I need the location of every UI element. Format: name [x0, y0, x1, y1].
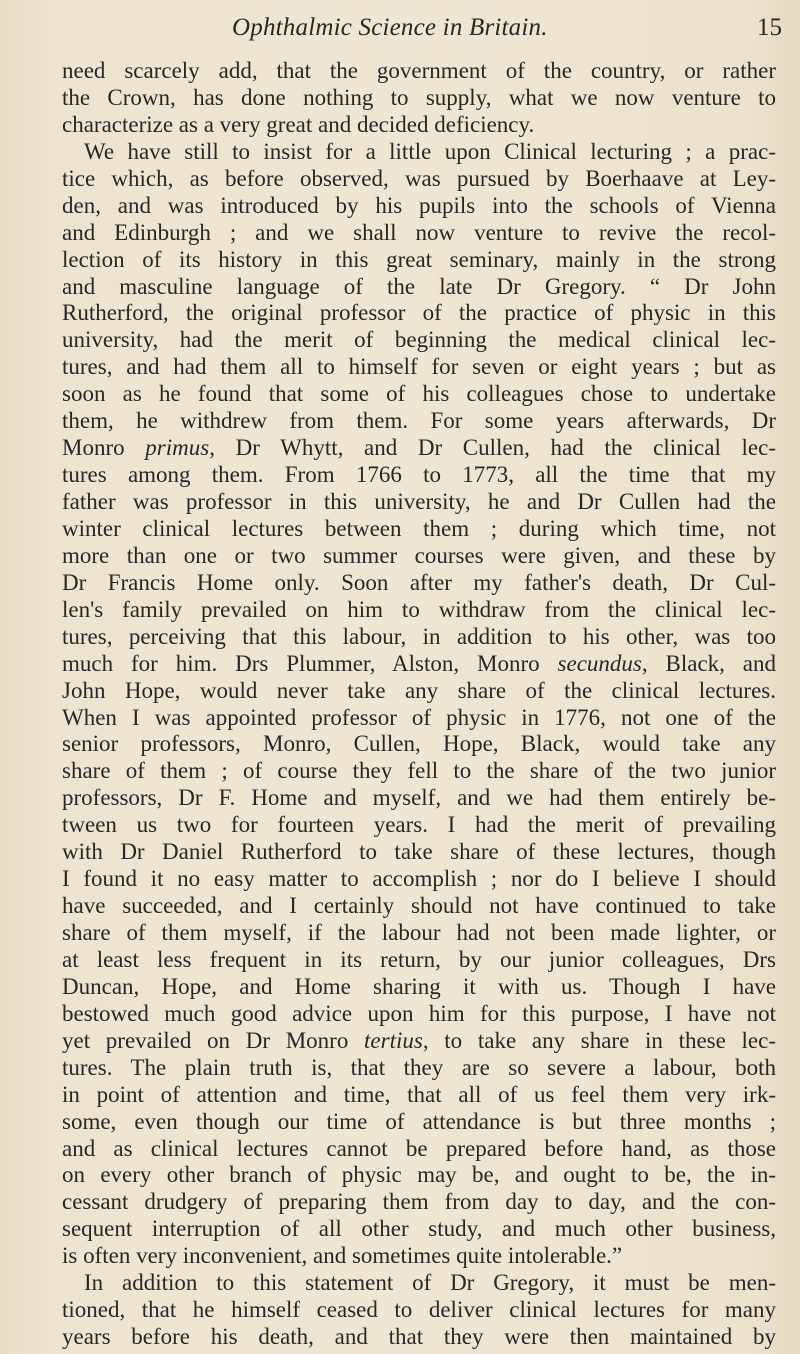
text-line: winter clinical lectures between them ; during which time, not	[62, 515, 776, 541]
text-line: bestowed much good advice upon him for this purpose, I have not	[62, 1000, 776, 1026]
text-line	[62, 651, 776, 678]
text-line: tures. The plain truth is, that they are so severe a labour, both	[62, 1054, 776, 1080]
text-line: len's family prevailed on him to withdraw from the clinical lec-	[62, 596, 776, 622]
text-line: the Crown, has done nothing to supply, what we now venture to	[62, 84, 776, 110]
text-line: Dr Francis Home only. Soon after my father's death, Dr Cul-	[62, 569, 776, 595]
italic-term: primus	[145, 435, 210, 461]
text-line: We have still to insist for a little upon Clinical lecturing ; a prac-	[84, 138, 776, 164]
text-line: characterize as a very great and decided deficiency.	[62, 111, 535, 137]
text-line: share of them myself, if the labour had not been made lighter, or	[62, 920, 776, 945]
text-line: soon as he found that some of his colleagues chose to undertake	[62, 381, 776, 407]
text-line: tures, perceiving that this labour, in addition to his other, was too	[62, 623, 776, 649]
text-line: some, even though our time of attendance is but three months ;	[62, 1108, 776, 1134]
text-line: tures, and had them all to himself for seven or eight years ; but as	[62, 354, 776, 380]
text-line: den, and was introduced by his pupils into the schools of Vienna	[62, 192, 776, 218]
page-number: 15	[757, 14, 782, 41]
text-segment: yet prevailed on Dr Monro	[62, 1027, 365, 1053]
text-line: lection of its history in this great seminary, mainly in the strong	[62, 246, 776, 272]
text-line: share of them ; of course they fell to the share of the two junior	[62, 758, 776, 784]
text-line: tice which, as before observed, was pursued by Boerhaave at Ley-	[62, 165, 776, 191]
text-line: Duncan, Hope, and Home sharing it with us. Though I have	[62, 973, 776, 999]
running-head-title: Ophthalmic Science in Britain.	[232, 14, 548, 41]
text-line	[62, 435, 776, 462]
text-segment: much for him. Drs Plummer, Alston, Monro	[62, 650, 558, 676]
text-line: cessant drudgery of preparing them from day to day, and the con-	[62, 1189, 776, 1215]
text-line: I found it no easy matter to accomplish ; nor do I believe I should	[62, 866, 776, 892]
text-line: and masculine language of the late Dr Gregory. “ Dr John	[62, 273, 776, 299]
text-line: tures among them. From 1766 to 1773, all the time that my	[62, 462, 776, 488]
text-segment: Monro	[62, 435, 146, 461]
text-line: tioned, that he himself ceased to deliver clinical lectures for many	[62, 1297, 776, 1323]
text-line: them, he withdrew from them. For some years afterwards, Dr	[62, 408, 776, 434]
text-line: is often very inconvenient, and sometimes quite intolerable.”	[62, 1243, 623, 1269]
text-line: with Dr Daniel Rutherford to take share of these lectures, though	[62, 839, 776, 865]
italic-term: tertius	[364, 1027, 423, 1053]
text-line: need scarcely add, that the government of the country, or rather	[62, 58, 776, 83]
text-line: and as clinical lectures cannot be prepared before hand, as those	[62, 1135, 776, 1161]
text-segment: , Black, and	[641, 650, 776, 676]
text-line: professors, Dr F. Home and myself, and we had them entirely be-	[62, 785, 776, 811]
text-line: university, had the merit of beginning the medical clinical lec-	[62, 327, 776, 353]
text-line: When I was appointed professor of physic in 1776, not one of the	[62, 704, 776, 730]
text-line: in point of attention and time, that all of us feel them very irk-	[62, 1081, 776, 1107]
text-line: more than one or two summer courses were given, and these by	[62, 542, 776, 568]
text-line: sequent interruption of all other study, and much other business,	[62, 1216, 776, 1242]
text-line	[62, 1028, 776, 1055]
text-line: father was professor in this university, he and Dr Cullen had the	[62, 489, 776, 514]
text-line: years before his death, and that they were then maintained by	[62, 1324, 776, 1350]
body-text	[62, 58, 776, 1351]
text-line: tween us two for fourteen years. I had the merit of prevailing	[62, 812, 776, 838]
text-line: and Edinburgh ; and we shall now venture to revive the recol-	[62, 219, 776, 245]
text-line: on every other branch of physic may be, and ought to be, the in-	[62, 1162, 776, 1188]
text-segment: , Dr Whytt, and Dr Cullen, had the clinical lec-	[209, 435, 776, 461]
running-head	[0, 14, 800, 48]
text-line: In addition to this statement of Dr Gregory, it must be men-	[84, 1270, 776, 1296]
text-line: senior professors, Monro, Cullen, Hope, Black, would take any	[62, 731, 776, 757]
text-line: at least less frequent in its return, by our junior colleagues, Drs	[62, 946, 776, 972]
text-line: Rutherford, the original professor of the practice of physic in this	[62, 300, 776, 326]
italic-term: secundus	[557, 650, 642, 676]
text-segment: , to take any share in these lec-	[422, 1027, 776, 1053]
text-line: John Hope, would never take any share of the clinical lectures.	[62, 677, 776, 703]
text-line: have succeeded, and I certainly should not have continued to take	[62, 893, 776, 919]
